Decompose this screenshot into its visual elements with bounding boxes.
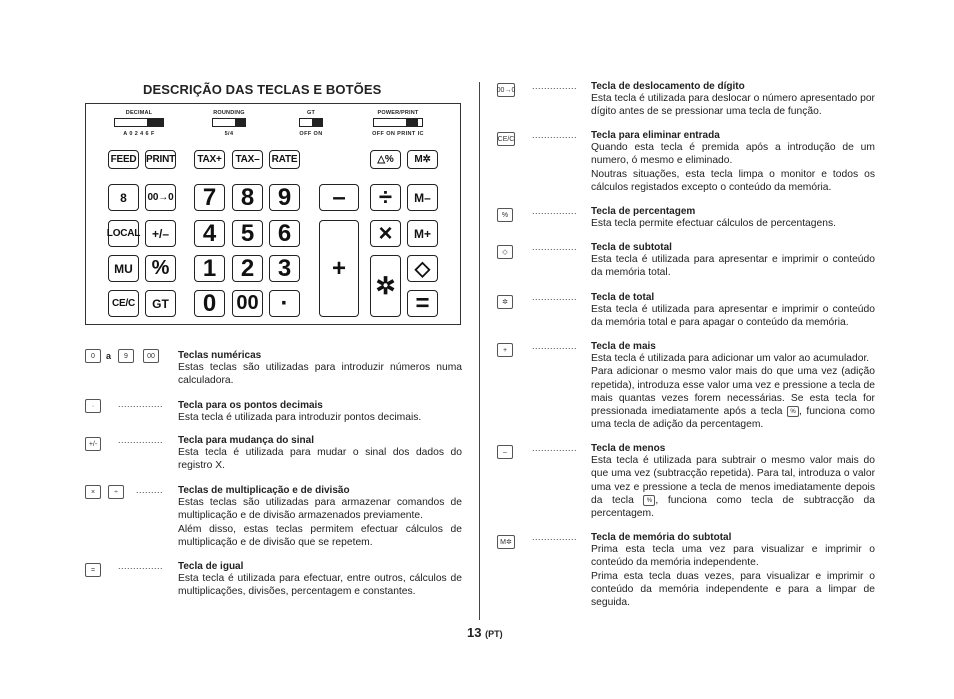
- key-0-icon: 0: [85, 349, 101, 363]
- item-heading: Tecla de mais: [591, 341, 656, 352]
- tax-plus-key: TAX+: [194, 150, 225, 169]
- clear-entry-icon: CE/C: [497, 132, 515, 146]
- sign-change-item: [178, 435, 462, 473]
- key-9: 9: [269, 184, 300, 211]
- and-word: a: [106, 351, 112, 361]
- sign-change-key: +/–: [145, 220, 176, 247]
- page-number-value: 13: [467, 625, 482, 640]
- total-item: [591, 292, 875, 330]
- decimal-switch: [111, 110, 167, 137]
- item-text: Esta tecla é utilizada para introduzir pontos decimais.: [178, 412, 422, 423]
- subtotal-item: [591, 242, 875, 280]
- item-text-b: , funciona como tecla de subtracção da percentagem.: [591, 494, 875, 520]
- item-heading: Tecla de menos: [591, 443, 666, 454]
- feed-key: FEED: [108, 150, 139, 169]
- equals-key: =: [407, 290, 438, 317]
- item-text: Esta tecla é utilizada para efectuar, entre outros, cálculos de multiplicações, divisões, percentagem e constantes.: [178, 573, 462, 598]
- key-9-icon: 9: [118, 349, 134, 363]
- item-heading: Tecla de igual: [178, 561, 244, 572]
- rate-key: RATE: [269, 150, 300, 169]
- multiply-divide-item: [178, 485, 462, 549]
- subtotal-key: ◇: [407, 255, 438, 282]
- page-number: [467, 625, 503, 640]
- tax-minus-key: TAX–: [232, 150, 263, 169]
- minus-item: [591, 443, 875, 520]
- key-00-icon: 00: [143, 349, 159, 363]
- item-heading: Tecla para mudança do sinal: [178, 435, 314, 446]
- memory-minus-key: M–: [407, 184, 438, 211]
- digit-shift-key: 00→0: [145, 184, 176, 211]
- grand-total-key: GT: [145, 290, 176, 317]
- clear-entry-key: CE/C: [108, 290, 139, 317]
- leader-dots: ...............: [532, 206, 578, 216]
- minus-icon: –: [497, 445, 513, 459]
- item-text-2: Prima esta tecla duas vezes, para visualizar e imprimir o conteúdo da memória independente e para a limpar de seguida.: [591, 570, 875, 609]
- digit-shift-icon: 00→0: [497, 83, 515, 97]
- key-5: 5: [232, 220, 263, 247]
- total-icon: ✲: [497, 295, 513, 309]
- rounding-switch-label: ROUNDING: [213, 110, 245, 116]
- leader-dots: ...............: [532, 532, 578, 542]
- item-text: Estas teclas são utilizadas para introduzir números numa calculadora.: [178, 362, 462, 387]
- item-heading: Teclas numéricas: [178, 350, 262, 361]
- sign-change-icon: +/-: [85, 437, 101, 451]
- multiply-icon: ×: [85, 485, 101, 499]
- key-6: 6: [269, 220, 300, 247]
- plus-key: +: [319, 220, 359, 317]
- item-text-2: Além disso, estas teclas permitem efectuar cálculos de multiplicação e de divisão que se repetem.: [178, 523, 462, 548]
- key-8: 8: [232, 184, 263, 211]
- gt-switch-label: GT: [306, 110, 316, 116]
- item-text: Esta tecla é utilizada para apresentar e imprimir o conteúdo da memória total.: [591, 254, 875, 279]
- calculator-keyboard-diagram: [85, 103, 461, 325]
- key-00: 00: [232, 290, 263, 317]
- key-0: 0: [194, 290, 225, 317]
- digit-shift-item: [591, 81, 875, 119]
- leader-dots: ...............: [532, 130, 578, 140]
- item-heading: Tecla de percentagem: [591, 206, 696, 217]
- equals-icon: =: [85, 563, 101, 577]
- item-heading: Tecla para eliminar entrada: [591, 130, 720, 141]
- column-divider: [479, 82, 480, 620]
- decimal-switch-label: DECIMAL: [125, 110, 153, 116]
- divide-key: ÷: [370, 184, 401, 211]
- markup-key: MU: [108, 255, 139, 282]
- plus-item: [591, 341, 875, 432]
- percent-inline-icon: %: [787, 406, 799, 417]
- decimal-point-key: ·: [269, 290, 300, 317]
- item-text-2b: , funciona como uma tecla de adição da percentagem.: [591, 406, 875, 431]
- item-text: Esta tecla permite efectuar cálculos de percentagens.: [591, 218, 836, 229]
- key-1: 1: [194, 255, 225, 282]
- multiply-key: ×: [370, 220, 401, 247]
- power-print-switch: [358, 110, 438, 137]
- decimal-point-icon: ·: [85, 399, 101, 413]
- divide-icon: ÷: [108, 485, 124, 499]
- print-key: PRINT: [145, 150, 176, 169]
- item-heading: Tecla de deslocamento de dígito: [591, 81, 745, 92]
- memory-subtotal-item: [591, 532, 875, 609]
- item-text: [591, 454, 875, 520]
- memory-subtotal-icon: M✲: [497, 535, 515, 549]
- item-text: Esta tecla é utilizada para adicionar um valor ao acumulador.: [591, 353, 870, 364]
- item-text: Esta tecla é utilizada para apresentar e imprimir o conteúdo da memória total e para apagar o conteúdo da memória.: [591, 304, 875, 329]
- leader-dots: ...............: [532, 81, 578, 91]
- percent-icon: %: [497, 208, 513, 222]
- key-4: 4: [194, 220, 225, 247]
- leader-dots: ...............: [532, 242, 578, 252]
- item-heading: Tecla de subtotal: [591, 242, 672, 253]
- item-text: Quando esta tecla é premida após a introdução de um numero, ó mesmo e eliminado.: [591, 142, 875, 167]
- delta-percent-key: △%: [370, 150, 401, 169]
- page-title: DESCRIÇÃO DAS TECLAS E BOTÕES: [143, 82, 382, 97]
- plus-icon: +: [497, 343, 513, 357]
- gt-switch-ticks: OFF ON: [299, 131, 323, 137]
- memory-subtotal-key: M✲: [407, 150, 438, 169]
- leader-dots: ...............: [532, 341, 578, 351]
- item-heading: Tecla de memória do subtotal: [591, 532, 732, 543]
- item-heading: Tecla para os pontos decimais: [178, 400, 323, 411]
- item-heading: Tecla de total: [591, 292, 655, 303]
- rounding-key: 8: [108, 184, 139, 211]
- memory-plus-key: M+: [407, 220, 438, 247]
- item-text: Prima esta tecla uma vez para visualizar e imprimir o conteúdo da memória independente.: [591, 544, 875, 569]
- clear-entry-item: [591, 130, 875, 194]
- minus-key: –: [319, 184, 359, 211]
- leader-dots: ...............: [118, 435, 164, 445]
- rounding-switch-ticks: 5/4: [224, 131, 234, 137]
- total-key: ✲: [370, 255, 401, 317]
- leader-dots: .........: [136, 485, 164, 495]
- item-text: Esta tecla é utilizada para mudar o sinal dos dados do registro X.: [178, 447, 462, 472]
- power-switch-label: POWER/PRINT: [377, 110, 419, 116]
- key-2: 2: [232, 255, 263, 282]
- percent-key: %: [145, 255, 176, 282]
- power-switch-ticks: OFF ON PRINT IC: [372, 131, 424, 137]
- item-text-2: [591, 365, 875, 431]
- page-language: (PT): [485, 629, 503, 639]
- equals-item: [178, 561, 462, 599]
- rounding-switch: [206, 110, 252, 137]
- key-7: 7: [194, 184, 225, 211]
- percent-item: [591, 206, 875, 230]
- decimal-point-item: [178, 400, 462, 424]
- numeric-keys-item: [178, 350, 462, 388]
- subtotal-icon: ◇: [497, 245, 513, 259]
- item-text-2a: Para adicionar o mesmo valor mais do que uma vez (adição repetida), introduza esse valor uma vez e pressione a tecla de mais quantas vezes forem necessárias. Se esta tecla for pressionada imediatamente após a tecla: [591, 366, 875, 418]
- leader-dots: ...............: [532, 443, 578, 453]
- percent-inline-icon: %: [643, 495, 655, 506]
- item-text-a: Esta tecla é utilizada para subtrair o mesmo valor mais do que uma vez (subtracção repetida). Para tal, introduza o valor uma vez e pressione a tecla de menos imediatamente depois da tecla: [591, 455, 875, 506]
- item-text: Esta tecla é utilizada para deslocar o número apresentado por dígito antes de se pressionar uma tecla de função.: [591, 93, 875, 118]
- key-3: 3: [269, 255, 300, 282]
- gt-switch: [291, 110, 331, 137]
- leader-dots: ...............: [532, 292, 578, 302]
- leader-dots: ...............: [118, 399, 164, 409]
- decimal-switch-ticks: A 0 2 4 6 F: [123, 131, 155, 137]
- item-heading: Teclas de multiplicação e de divisão: [178, 485, 350, 496]
- leader-dots: ...............: [118, 561, 164, 571]
- item-text: Estas teclas são utilizadas para armazenar comandos de multiplicação e de divisão armazenados previamente.: [178, 497, 462, 522]
- item-text-2: Noutras situações, esta tecla limpa o monitor e todos os cálculos registados excepto o conteúdo da memória.: [591, 168, 875, 193]
- local-key: LOCAL: [108, 220, 139, 247]
